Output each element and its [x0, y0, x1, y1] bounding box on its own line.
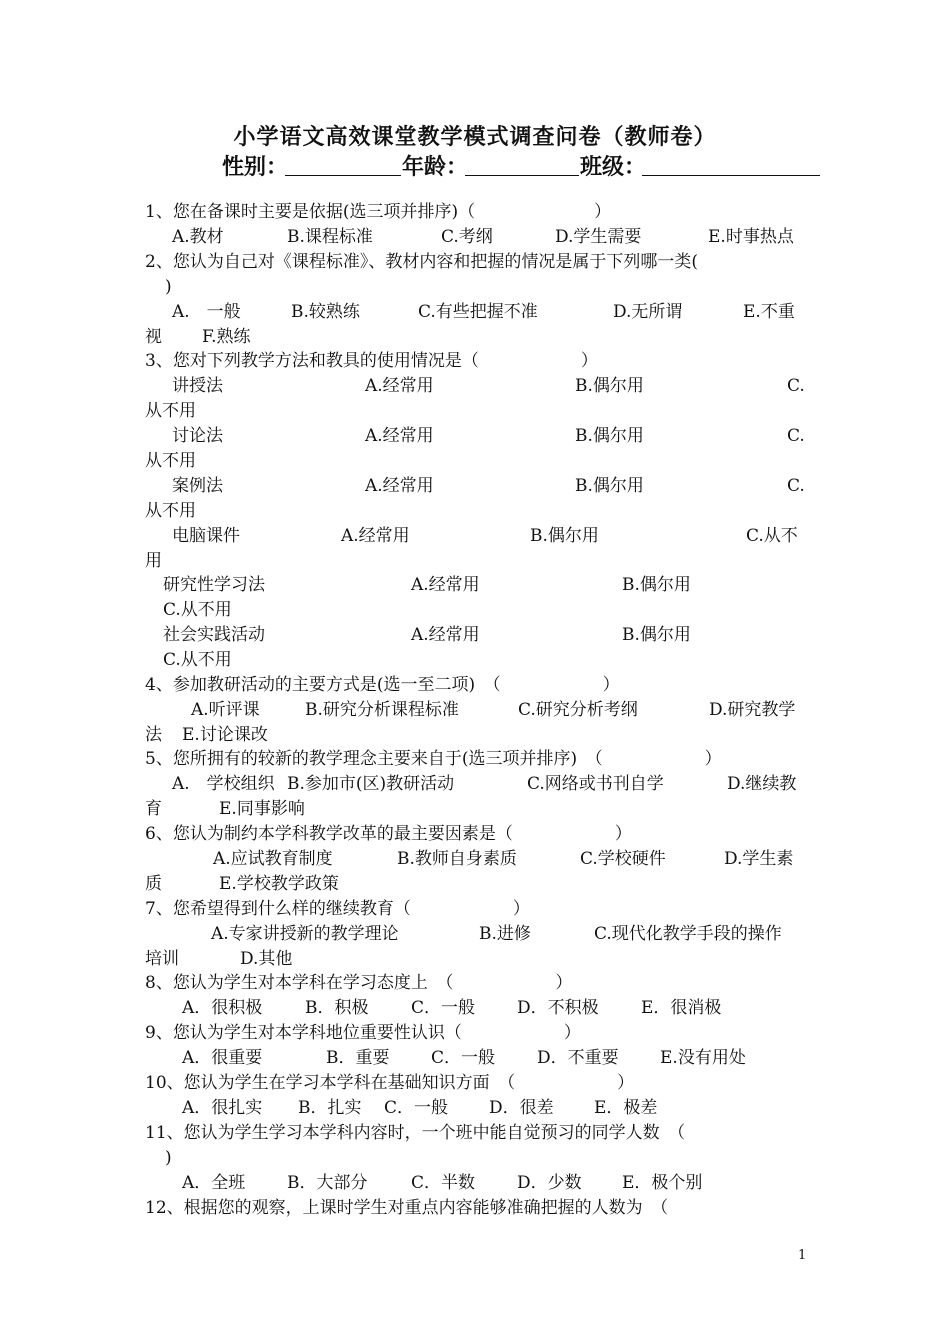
gender-blank[interactable] [285, 175, 401, 176]
option-text: C．一般 [411, 998, 476, 1018]
option-continuation: 从不用 [145, 401, 196, 421]
question-12-stem: 12、根据您的观察，上课时学生对重点内容能够准确把握的人数为 （ [145, 1198, 669, 1218]
method-name: 案例法 [172, 476, 223, 496]
option-text: A．很积极 [182, 998, 263, 1018]
option-text: C.网络或书刊自学 [527, 774, 664, 794]
option-text: A.经常用 [365, 426, 434, 446]
option-text: B.课程标准 [287, 227, 373, 247]
option-text: A．全班 [182, 1173, 246, 1193]
option-text: A.经常用 [365, 376, 434, 396]
page-number: 1 [798, 1248, 807, 1263]
option-text: E．极个别 [622, 1173, 703, 1193]
question-9-stem: 9、您认为学生对本学科地位重要性认识（ ） [145, 1023, 581, 1043]
option-text: D.研究教学 [709, 700, 796, 720]
option-text: C. [787, 426, 805, 446]
method-name: 社会实践活动 [163, 625, 265, 645]
option-continuation: 用 [145, 551, 162, 571]
method-name: 讲授法 [172, 376, 223, 396]
option-text: A. 一般 [172, 302, 241, 322]
option-text: A.经常用 [411, 575, 480, 595]
option-text: B.参加市(区)教研活动 [287, 774, 455, 794]
option-text: A.经常用 [365, 476, 434, 496]
option-text: A．很重要 [182, 1048, 263, 1068]
option-text: D．不重要 [537, 1048, 619, 1068]
method-name: 研究性学习法 [163, 575, 265, 595]
question-5-stem: 5、您所拥有的较新的教学理念主要来自于(选三项并排序) （ ） [145, 749, 722, 769]
question-2-stem: 2、您认为自己对《课程标准》、教材内容和把握的情况是属于下列哪一类( [145, 252, 698, 272]
option-text: C．一般 [384, 1098, 449, 1118]
option-text: A.经常用 [411, 625, 480, 645]
question-7-stem: 7、您希望得到什么样的继续教育（ ） [145, 899, 530, 919]
question-10-stem: 10、您认为学生在学习本学科在基础知识方面 （ ） [145, 1073, 635, 1093]
class-blank[interactable] [642, 175, 820, 176]
respondent-info-line [222, 150, 822, 178]
option-continuation: C.从不用 [163, 600, 232, 620]
option-text: D.学生需要 [555, 227, 642, 247]
option-text: C.从不 [746, 526, 798, 546]
question-3-stem: 3、您对下列教学方法和教具的使用情况是（ ） [145, 351, 598, 371]
question-11-stem: 11、您认为学生学习本学科内容时，一个班中能自觉预习的同学人数 （ [145, 1123, 686, 1143]
option-text: B．大部分 [287, 1173, 368, 1193]
option-text: B．积极 [305, 998, 369, 1018]
option-text: C.有些把握不准 [418, 302, 538, 322]
gender-label: 性别： [222, 155, 289, 180]
option-text: B.偶尔用 [575, 476, 644, 496]
question-4-stem: 4、参加教研活动的主要方式是(选一至二项) （ ） [145, 675, 620, 695]
option-text: A.专家讲授新的教学理论 [211, 924, 399, 944]
option-continuation: 法 [145, 725, 162, 745]
question-8-stem: 8、您认为学生对本学科在学习态度上 （ ） [145, 973, 573, 993]
option-text: D.无所谓 [613, 302, 683, 322]
option-text: D．很差 [489, 1098, 554, 1118]
option-text: B.偶尔用 [622, 625, 691, 645]
option-text: C. [787, 476, 805, 496]
option-text: B.进修 [479, 924, 531, 944]
age-blank[interactable] [465, 175, 579, 176]
option-text: C.研究分析考纲 [518, 700, 638, 720]
option-text: B.偶尔用 [530, 526, 599, 546]
option-continuation: 质 [145, 874, 162, 894]
question-2-stem-cont: ) [165, 277, 172, 297]
option-text: E.时事热点 [708, 227, 794, 247]
option-text: B.研究分析课程标准 [305, 700, 459, 720]
option-text: E．很消极 [641, 998, 722, 1018]
option-text: F.熟练 [202, 327, 251, 347]
question-1-stem: 1、您在备课时主要是依据(选三项并排序)（ ） [145, 202, 612, 222]
option-text: E.不重 [743, 302, 795, 322]
option-continuation: 从不用 [145, 501, 196, 521]
option-text: A.经常用 [341, 526, 410, 546]
option-text: C.学校硬件 [580, 849, 666, 869]
option-continuation: 视 [145, 327, 162, 347]
option-text: E.同事影响 [219, 799, 305, 819]
option-text: A.听评课 [191, 700, 260, 720]
option-text: B.偶尔用 [575, 426, 644, 446]
option-text: C．半数 [411, 1173, 476, 1193]
option-text: D.学生素 [724, 849, 794, 869]
option-text: A.应试教育制度 [213, 849, 333, 869]
option-text: D．少数 [517, 1173, 582, 1193]
option-continuation: 培训 [145, 949, 179, 969]
option-text: C. [787, 376, 805, 396]
option-text: D．不积极 [517, 998, 599, 1018]
option-text: B．重要 [326, 1048, 390, 1068]
document-title: 小学语文高效课堂教学模式调查问卷（教师卷） [233, 125, 717, 150]
option-text: A．很扎实 [182, 1098, 263, 1118]
option-text: C.现代化教学手段的操作 [594, 924, 782, 944]
option-continuation: 育 [145, 799, 162, 819]
option-continuation: 从不用 [145, 451, 196, 471]
option-text: A. 学校组织 [172, 774, 275, 794]
option-text: E.学校教学政策 [219, 874, 339, 894]
method-name: 讨论法 [172, 426, 223, 446]
option-text: B．扎实 [298, 1098, 362, 1118]
class-label: 班级： [580, 155, 647, 180]
option-text: D.其他 [240, 949, 293, 969]
option-text: D.继续教 [727, 774, 797, 794]
option-text: A.教材 [172, 227, 224, 247]
option-text: B.较熟练 [291, 302, 360, 322]
age-label: 年龄： [402, 155, 469, 180]
option-text: C.考纲 [441, 227, 493, 247]
option-text: E．极差 [594, 1098, 658, 1118]
question-6-stem: 6、您认为制约本学科教学改革的最主要因素是（ ） [145, 824, 632, 844]
option-text: B.教师自身素质 [397, 849, 517, 869]
method-name: 电脑课件 [172, 526, 240, 546]
option-continuation: C.从不用 [163, 650, 232, 670]
option-text: E.讨论课改 [182, 725, 268, 745]
question-11-stem-cont: ) [165, 1148, 172, 1168]
option-text: E.没有用处 [660, 1048, 746, 1068]
option-text: C．一般 [431, 1048, 496, 1068]
option-text: B.偶尔用 [622, 575, 691, 595]
option-text: B.偶尔用 [575, 376, 644, 396]
